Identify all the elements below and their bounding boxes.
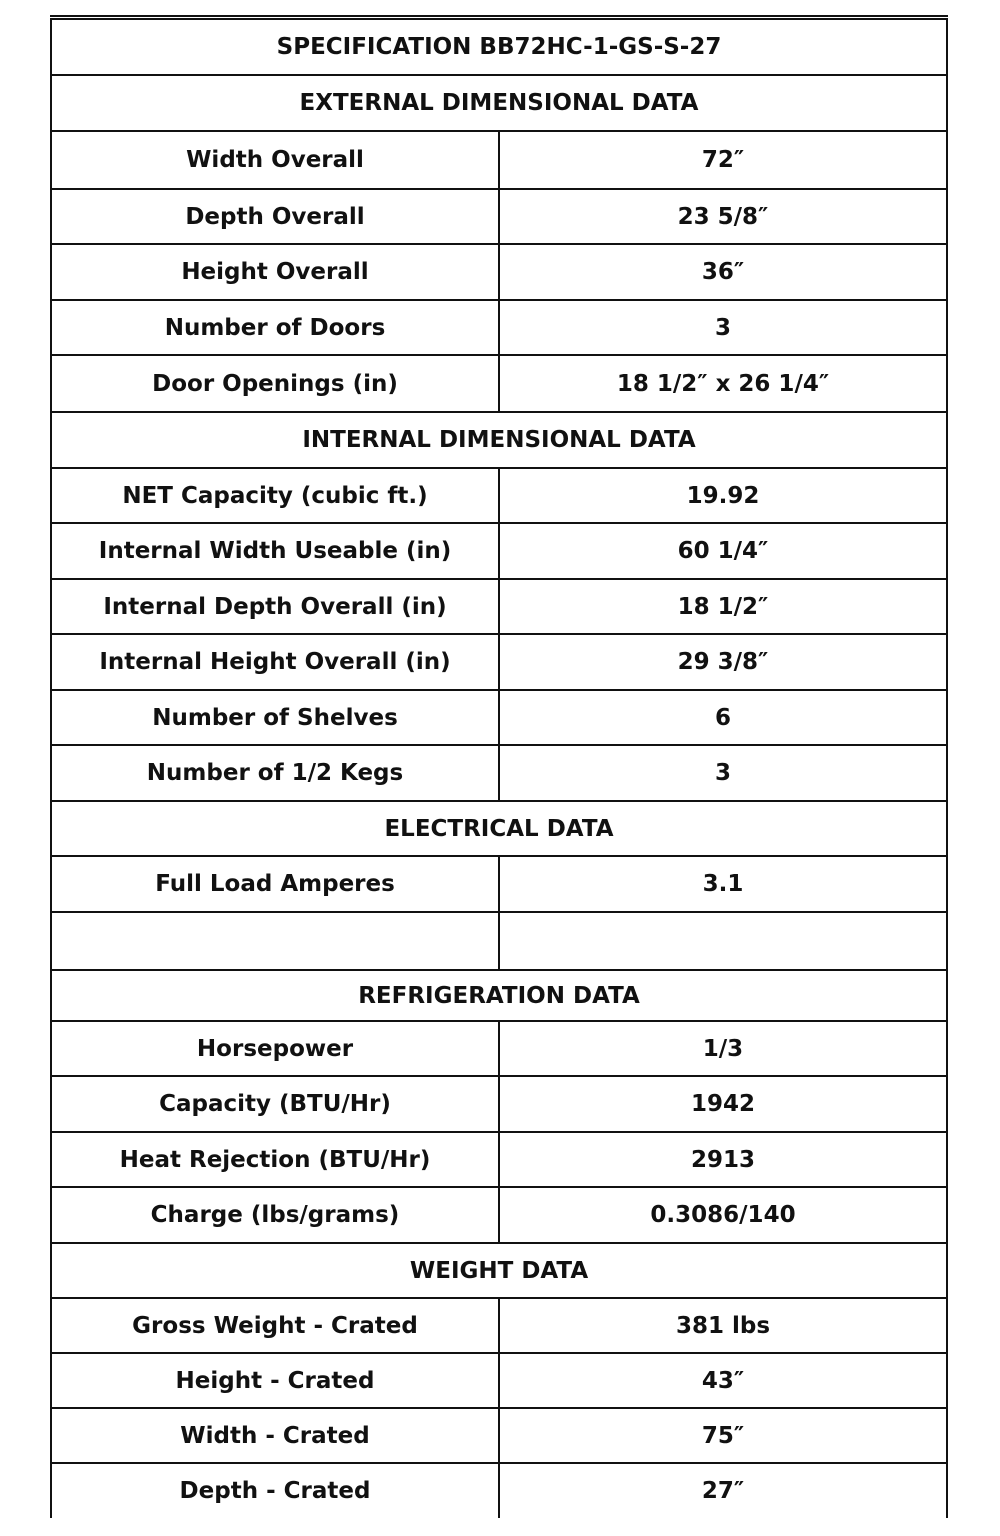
table-row bbox=[51, 912, 947, 970]
table-row bbox=[51, 355, 947, 412]
row-label: Width Overall bbox=[51, 131, 499, 189]
section-heading-internal: INTERNAL DIMENSIONAL DATA bbox=[51, 412, 947, 468]
row-value: 19.92 bbox=[499, 468, 947, 523]
table-row bbox=[51, 189, 947, 244]
section-heading-external: EXTERNAL DIMENSIONAL DATA bbox=[51, 75, 947, 131]
table-row bbox=[51, 1132, 947, 1187]
row-value: 43″ bbox=[499, 1353, 947, 1408]
spec-table bbox=[50, 18, 948, 1518]
row-label: Capacity (BTU/Hr) bbox=[51, 1076, 499, 1132]
row-value: 18 1/2″ bbox=[499, 579, 947, 634]
table-row bbox=[51, 745, 947, 801]
section-heading-refrigeration: REFRIGERATION DATA bbox=[51, 970, 947, 1021]
table-row bbox=[51, 634, 947, 690]
row-label: Heat Rejection (BTU/Hr) bbox=[51, 1132, 499, 1187]
table-row bbox=[51, 1021, 947, 1076]
row-label: Gross Weight - Crated bbox=[51, 1298, 499, 1353]
section-header-row bbox=[51, 801, 947, 856]
row-value: 75″ bbox=[499, 1408, 947, 1463]
row-label: Height - Crated bbox=[51, 1353, 499, 1408]
section-header-row bbox=[51, 1243, 947, 1298]
row-label: Number of 1/2 Kegs bbox=[51, 745, 499, 801]
row-label bbox=[51, 912, 499, 970]
table-row bbox=[51, 579, 947, 634]
row-label: Internal Depth Overall (in) bbox=[51, 579, 499, 634]
table-row bbox=[51, 1463, 947, 1518]
row-label: Number of Shelves bbox=[51, 690, 499, 745]
spec-title: SPECIFICATION BB72HC-1-GS-S-27 bbox=[51, 19, 947, 75]
table-row bbox=[51, 244, 947, 300]
table-row bbox=[51, 1353, 947, 1408]
row-value: 23 5/8″ bbox=[499, 189, 947, 244]
table-row bbox=[51, 131, 947, 189]
row-value: 72″ bbox=[499, 131, 947, 189]
table-row bbox=[51, 690, 947, 745]
section-heading-electrical: ELECTRICAL DATA bbox=[51, 801, 947, 856]
row-value: 0.3086/140 bbox=[499, 1187, 947, 1243]
table-row bbox=[51, 523, 947, 579]
table-row bbox=[51, 468, 947, 523]
row-label: Depth Overall bbox=[51, 189, 499, 244]
row-value: 6 bbox=[499, 690, 947, 745]
row-label: NET Capacity (cubic ft.) bbox=[51, 468, 499, 523]
row-value: 1942 bbox=[499, 1076, 947, 1132]
section-header-row bbox=[51, 970, 947, 1021]
spec-sheet bbox=[50, 15, 948, 1536]
row-value: 36″ bbox=[499, 244, 947, 300]
section-header-row bbox=[51, 75, 947, 131]
table-row bbox=[51, 1076, 947, 1132]
title-row bbox=[51, 19, 947, 75]
row-label: Door Openings (in) bbox=[51, 355, 499, 412]
table-row bbox=[51, 300, 947, 355]
row-label: Depth - Crated bbox=[51, 1463, 499, 1518]
row-value bbox=[499, 912, 947, 970]
row-value: 29 3/8″ bbox=[499, 634, 947, 690]
row-label: Number of Doors bbox=[51, 300, 499, 355]
row-value: 1/3 bbox=[499, 1021, 947, 1076]
top-rule bbox=[50, 15, 948, 17]
row-label: Full Load Amperes bbox=[51, 856, 499, 912]
table-row bbox=[51, 1408, 947, 1463]
row-label: Internal Height Overall (in) bbox=[51, 634, 499, 690]
table-row bbox=[51, 856, 947, 912]
row-value: 3.1 bbox=[499, 856, 947, 912]
row-value: 2913 bbox=[499, 1132, 947, 1187]
row-label: Height Overall bbox=[51, 244, 499, 300]
row-label: Charge (lbs/grams) bbox=[51, 1187, 499, 1243]
row-value: 27″ bbox=[499, 1463, 947, 1518]
row-value: 18 1/2″ x 26 1/4″ bbox=[499, 355, 947, 412]
row-label: Internal Width Useable (in) bbox=[51, 523, 499, 579]
row-value: 60 1/4″ bbox=[499, 523, 947, 579]
table-row bbox=[51, 1187, 947, 1243]
section-header-row bbox=[51, 412, 947, 468]
row-value: 381 lbs bbox=[499, 1298, 947, 1353]
row-label: Horsepower bbox=[51, 1021, 499, 1076]
table-row bbox=[51, 1298, 947, 1353]
section-heading-weight: WEIGHT DATA bbox=[51, 1243, 947, 1298]
row-value: 3 bbox=[499, 745, 947, 801]
row-value: 3 bbox=[499, 300, 947, 355]
row-label: Width - Crated bbox=[51, 1408, 499, 1463]
